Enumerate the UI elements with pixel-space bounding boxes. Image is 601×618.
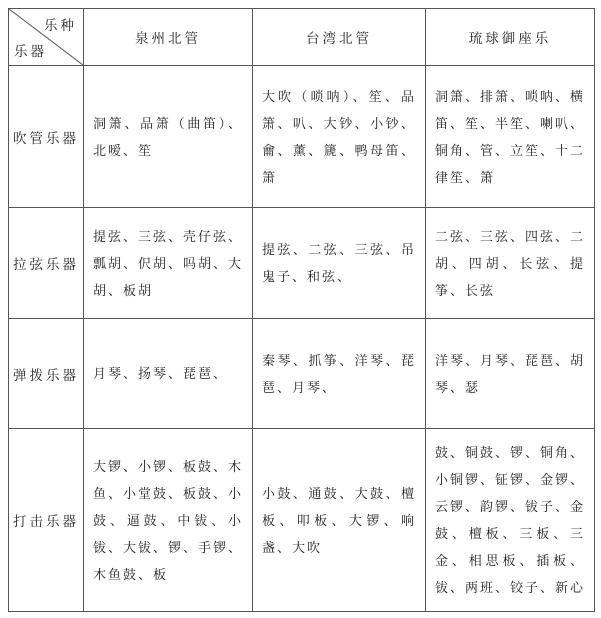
cell-percussion-ryukyu: [426, 429, 594, 611]
cell-text: 洞箫、品箫（曲笛）、北嗳、笙: [93, 115, 243, 158]
row-label-percussion-instruments: [9, 429, 84, 611]
corner-cell: [9, 9, 84, 66]
row-label-text: 拉弦乐器: [13, 257, 79, 272]
column-header-text: 泉州北管: [135, 31, 201, 46]
cell-text: 鼓、铜鼓、锣、铜角、小铜锣、钲锣、金锣、云锣、韵锣、钹子、金鼓、檀板、三板、三金、相思板、插板、钹、两班、铰子、新心: [435, 445, 586, 595]
cell-wind-taiwan: [253, 66, 426, 208]
cell-text: 大吹（唢呐）、笙、品箫、叭、大钞、小钞、龠、薰、篪、鸭母笛、箫: [262, 88, 416, 185]
instruments-comparison-table: [8, 8, 595, 612]
cell-text: 月琴、扬琴、琵琶、: [93, 366, 229, 381]
cell-text: 提弦、三弦、壳仔弦、瓢胡、伬胡、吗胡、大胡、板胡: [93, 228, 244, 298]
cell-plucked-taiwan: [253, 319, 426, 429]
row-label-bowed-instruments: [9, 208, 84, 319]
row-label-text: 吹管乐器: [13, 130, 79, 146]
cell-text: 秦琴、抓筝、洋琴、琵琶、月琴、: [262, 352, 416, 395]
row-label-text: 打击乐器: [13, 514, 79, 529]
cell-text: 洞箫、排箫、唢呐、横笛、笙、半笙、喇叭、铜角、管、立笙、十二律笙、箫: [435, 88, 586, 185]
column-header-text: 琉球御座乐: [468, 31, 552, 46]
cell-text: 二弦、三弦、四弦、二胡、四胡、长弦、提筝、长弦: [435, 228, 586, 298]
cell-text: 洋琴、月琴、琵琶、胡琴、瑟: [435, 352, 586, 395]
row-label-plucked-instruments: [9, 319, 84, 429]
column-header-text: 台湾北管: [306, 31, 372, 46]
cell-bowed-taiwan: [253, 208, 426, 319]
cell-plucked-ryukyu: [426, 319, 594, 429]
corner-label-genre: 乐种: [44, 18, 77, 33]
cell-wind-ryukyu: [426, 66, 594, 208]
cell-percussion-quanzhou: [84, 429, 253, 611]
cell-plucked-quanzhou: [84, 319, 253, 429]
column-header-quanzhou-beiguan: [84, 9, 253, 66]
row-label-text: 弹拨乐器: [13, 367, 79, 383]
cell-text: 大锣、小锣、板鼓、木鱼、小堂鼓、板鼓、小鼓、逼鼓、中钹、小钹、大钹、锣、手锣、木鱼鼓、板: [93, 458, 244, 582]
corner-label-instrument: 乐器: [14, 44, 47, 59]
cell-text: 提弦、二弦、三弦、吊鬼子、和弦、: [262, 242, 416, 284]
column-header-ryukyu-uzagaku: [426, 9, 594, 66]
cell-bowed-ryukyu: [426, 208, 594, 319]
row-label-wind-instruments: [9, 66, 84, 208]
column-header-taiwan-beiguan: [253, 9, 426, 66]
cell-bowed-quanzhou: [84, 208, 253, 319]
cell-text: 小鼓、通鼓、大鼓、檀板、叩板、大锣、响盏、大吹: [262, 485, 416, 555]
cell-percussion-taiwan: [253, 429, 426, 611]
cell-wind-quanzhou: [84, 66, 253, 208]
